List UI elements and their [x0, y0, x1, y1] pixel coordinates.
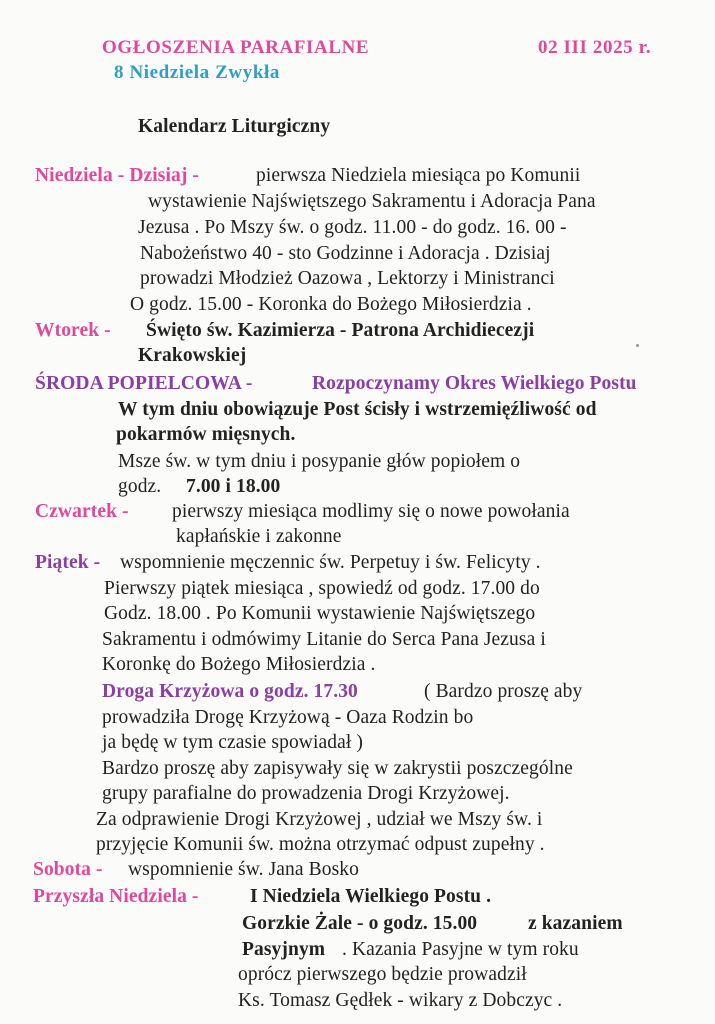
przyszla-line: I Niedziela Wielkiego Postu .: [250, 886, 492, 907]
droga-line: Za odprawienie Drogi Krzyżowej , udział we Mszy św. i: [96, 809, 543, 830]
droga-line: prowadziła Drogę Krzyżową - Oaza Rodzin bo: [102, 707, 474, 728]
sobota-line: wspomnienie św. Jana Bosko: [128, 859, 359, 880]
piatek-label: Piątek -: [35, 552, 101, 573]
przyszla-line: Ks. Tomasz Gędłek - wikary z Dobczyc .: [238, 990, 563, 1011]
speck: [636, 344, 639, 347]
przyszla-line: z kazaniem: [528, 913, 623, 934]
bulletin-date: 02 III 2025 r.: [538, 37, 652, 58]
droga-line: ( Bardzo proszę aby: [424, 681, 583, 702]
czwartek-label: Czwartek -: [35, 501, 129, 522]
sroda-label: ŚRODA POPIELCOWA -: [35, 373, 253, 394]
wtorek-line: Krakowskiej: [138, 345, 247, 366]
droga-krzyzowa-label: Droga Krzyżowa o godz. 17.30: [102, 681, 358, 702]
niedziela-line: prowadzi Młodzież Oazowa , Lektorzy i Ministranci: [140, 268, 555, 289]
sroda-heading: Rozpoczynamy Okres Wielkiego Postu: [312, 373, 637, 394]
niedziela-line: Nabożeństwo 40 - sto Godzinne i Adoracja . Dzisiaj: [140, 243, 551, 264]
niedziela-line: pierwsza Niedziela miesiąca po Komunii: [256, 165, 581, 186]
wtorek-label: Wtorek -: [35, 320, 111, 341]
sroda-fast-line: W tym dniu obowiązuje Post ścisły i wstrzemięźliwość od: [118, 399, 597, 420]
piatek-line: Godz. 18.00 . Po Komunii wystawienie Najświętszego: [104, 603, 536, 624]
niedziela-line: wystawienie Najświętszego Sakramentu i Adoracja Pana: [148, 191, 596, 212]
sroda-times: 7.00 i 18.00: [186, 476, 281, 497]
sroda-fast-line: pokarmów mięsnych.: [116, 424, 296, 445]
przyszla-line: oprócz pierwszego będzie prowadził: [238, 964, 527, 985]
wtorek-line: Święto św. Kazimierza - Patrona Archidiecezji: [146, 320, 535, 341]
przyszla-line: . Kazania Pasyjne w tym roku: [342, 939, 579, 960]
niedziela-line: Jezusa . Po Mszy św. o godz. 11.00 - do godz. 16. 00 -: [138, 217, 567, 238]
sroda-mass-line: Msze św. w tym dniu i posypanie głów popiołem o: [118, 451, 521, 472]
sobota-label: Sobota -: [33, 859, 103, 880]
droga-line: ja będę w tym czasie spowiadał ): [102, 732, 363, 753]
sroda-times-prefix: godz.: [118, 476, 162, 497]
piatek-line: Pierwszy piątek miesiąca , spowiedź od godz. 17.00 do: [104, 578, 540, 599]
droga-line: Bardzo proszę aby zapisywały się w zakrystii poszczególne: [102, 758, 573, 779]
piatek-line: Koronkę do Bożego Miłosierdzia .: [102, 654, 376, 675]
calendar-heading: Kalendarz Liturgiczny: [138, 116, 331, 137]
niedziela-label: Niedziela - Dzisiaj -: [35, 165, 200, 186]
czwartek-line: pierwszy miesiąca modlimy się o nowe powołania: [172, 501, 570, 522]
droga-line: grupy parafialne do prowadzenia Drogi Krzyżowej.: [102, 783, 510, 804]
gorzkie-zale: Gorzkie Żale - o godz. 15.00: [242, 913, 478, 934]
page-title: OGŁOSZENIA PARAFIALNE: [102, 37, 370, 58]
czwartek-line: kapłańskie i zakonne: [176, 526, 342, 547]
piatek-line: Sakramentu i odmówimy Litanie do Serca Pana Jezusa i: [102, 629, 546, 650]
przyszla-bold: Pasyjnym: [242, 939, 326, 960]
sunday-name: 8 Niedziela Zwykła: [114, 62, 280, 83]
niedziela-line: O godz. 15.00 - Koronka do Bożego Miłosierdzia .: [130, 294, 532, 315]
droga-line: przyjęcie Komunii św. można otrzymać odpust zupełny .: [96, 834, 545, 855]
piatek-line: wspomnienie męczennic św. Perpetuy i św. Felicyty .: [120, 552, 541, 573]
przyszla-label: Przyszła Niedziela -: [33, 886, 199, 907]
